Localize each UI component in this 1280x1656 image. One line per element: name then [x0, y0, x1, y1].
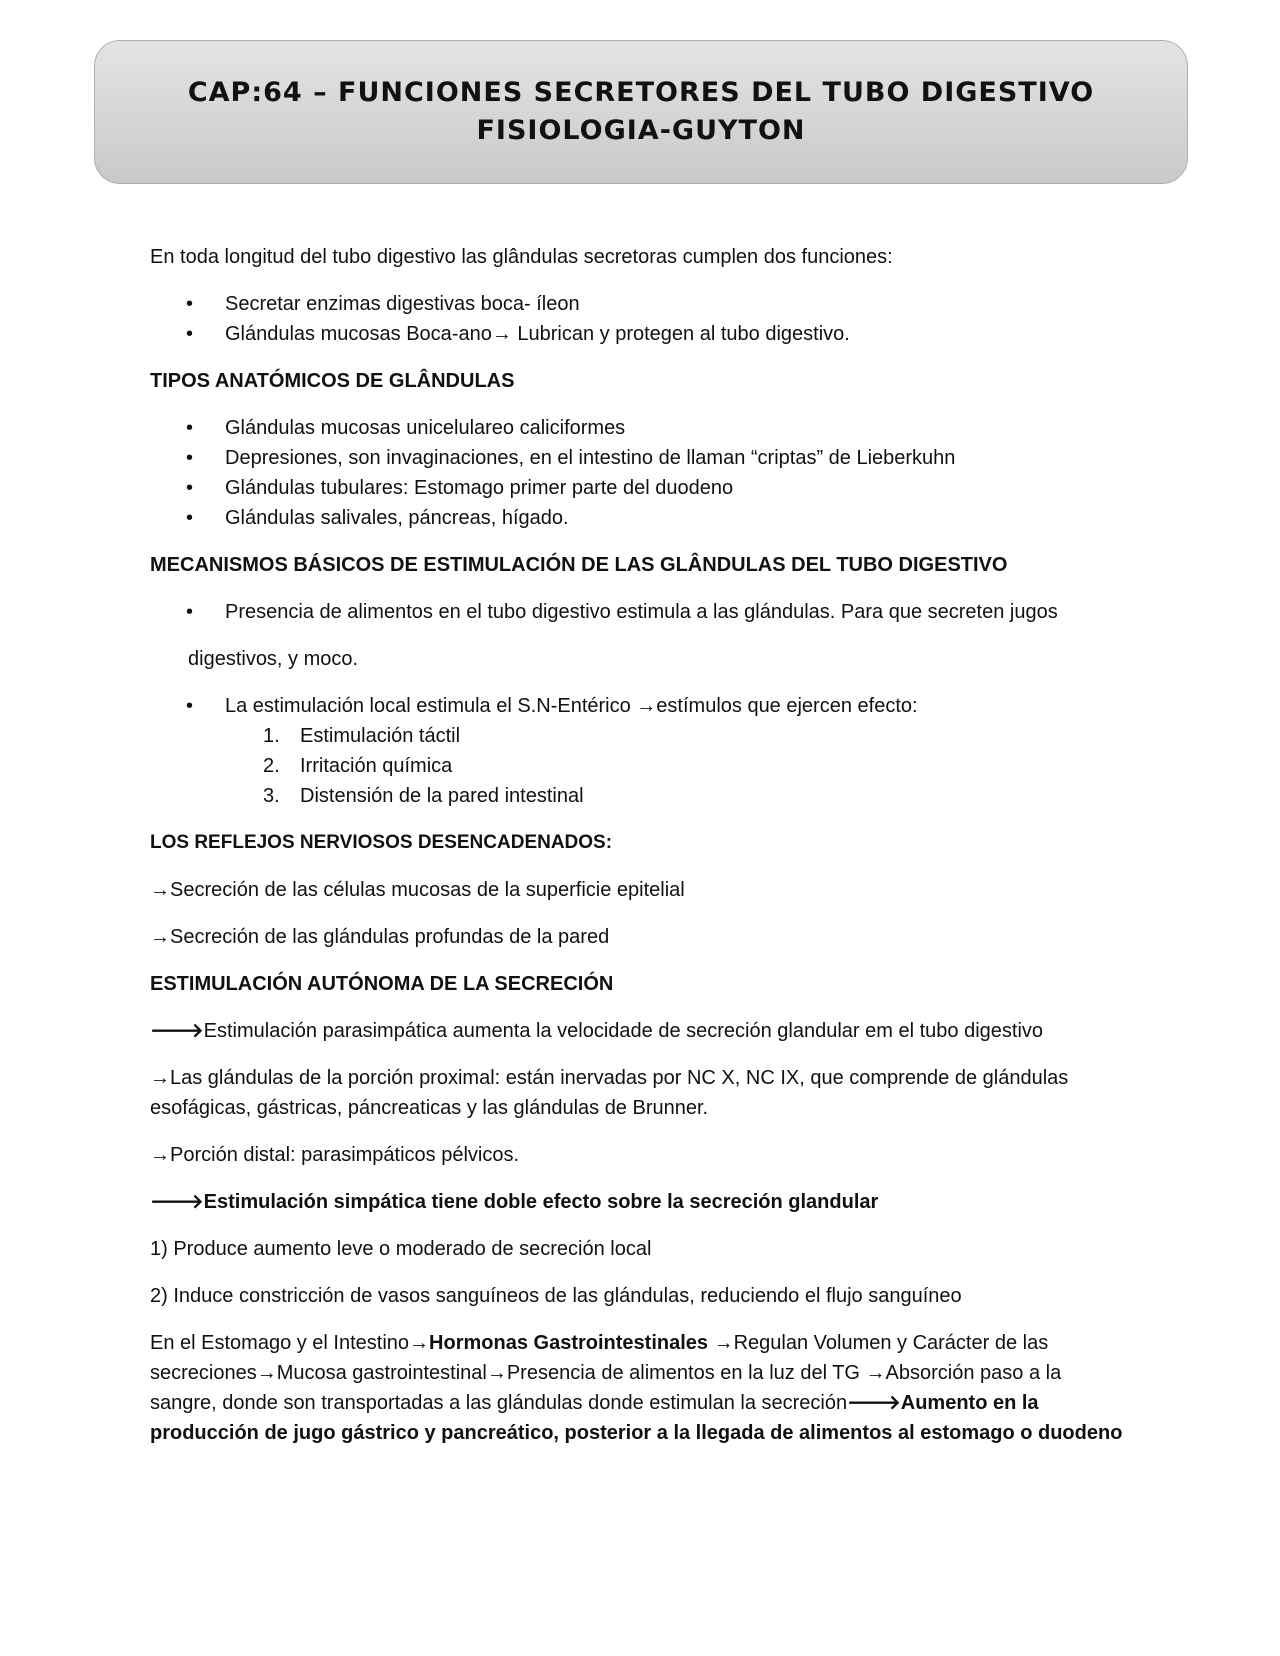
list-item: • Glándulas mucosas Boca-ano→ Lubrican y protegen al tubo digestivo.	[150, 319, 1130, 349]
document-title: CAP:64 – FUNCIONES SECRETORES DEL TUBO DIGESTIVO	[187, 77, 1095, 108]
title-box	[94, 40, 1188, 184]
paragraph: →Las glándulas de la porción proximal: están inervadas por NC X, NC IX, que comprende de glándulas esofágicas, gástricas, páncreaticas y las glándulas de Brunner.	[150, 1067, 1069, 1119]
tipos-list	[150, 413, 1130, 533]
arrow-icon: →	[409, 1332, 430, 1354]
list-item: • Glándulas salivales, páncreas, hígado.	[150, 503, 1130, 533]
section-heading-reflejos: LOS REFLEJOS NERVIOSOS DESENCADENADOS:	[150, 832, 613, 853]
effect-item: 2) Induce constricción de vasos sanguíneos de las glándulas, reduciendo el flujo sanguíneo	[150, 1285, 962, 1307]
list-item: • Presencia de alimentos en el tubo digestivo estimula a las glándulas. Para que secreten jugos	[150, 597, 1130, 627]
section-heading-autonoma: ESTIMULACIÓN AUTÓNOMA DE LA SECRECIÓN	[150, 973, 614, 995]
list-item-continuation: digestivos, y moco.	[188, 648, 359, 670]
intro-text: En toda longitud del tubo digestivo las glândulas secretoras cumplen dos funciones:	[150, 246, 893, 268]
section-heading-tipos: TIPOS ANATÓMICOS DE GLÂNDULAS	[150, 370, 515, 392]
effect-item: 1) Produce aumento leve o moderado de secreción local	[150, 1238, 652, 1260]
arrow-icon: →	[491, 323, 512, 345]
numbered-item: 3. Distensión de la pared intestinal	[263, 785, 584, 807]
arrow-icon: →	[150, 1144, 170, 1166]
arrow-icon: →	[486, 1362, 507, 1384]
arrow-icon: →	[636, 695, 657, 717]
numbered-item: 1. Estimulación táctil	[263, 725, 461, 747]
arrow-icon: →	[150, 879, 170, 901]
paragraph: →Porción distal: parasimpáticos pélvicos.	[150, 1144, 520, 1166]
final-paragraph: En el Estomago y el Intestino→Hormonas Gastrointestinales →Regulan Volumen y Carácter de las secreciones→Mucosa gastrointestinal→Presencia de alimentos en la luz del TG →Absorción paso a la sangre, donde son transportadas a las glándulas donde estimulan la secreción🡒Aumento en la producción de jugo gástrico y pancreático, posterior a la llegada de alimentos al estomago o duodeno	[150, 1332, 1123, 1444]
arrow-icon: 🡒	[150, 1020, 204, 1042]
list-item: • Depresiones, son invaginaciones, en el intestino de llaman “criptas” de Lieberkuhn	[150, 443, 1130, 473]
arrow-icon: →	[713, 1332, 734, 1354]
numbered-item: 2. Irritación química	[263, 755, 453, 777]
list-item: • Secretar enzimas digestivas boca- íleon	[150, 289, 1130, 319]
reflex-item: →Secreción de las glándulas profundas de la pared	[150, 926, 610, 948]
list-item: • La estimulación local estimula el S.N-Entérico →estímulos que ejercen efecto:	[150, 691, 1130, 721]
arrow-icon: →	[865, 1362, 886, 1384]
stimulus-list	[150, 721, 1130, 811]
document-subtitle: FISIOLOGIA-GUYTON	[476, 115, 806, 146]
arrow-icon: →	[150, 1067, 170, 1089]
paragraph-bold: 🡒Estimulación simpática tiene doble efecto sobre la secreción glandular	[150, 1191, 879, 1213]
mecanismos-list-1	[150, 597, 1130, 627]
paragraph: 🡒Estimulación parasimpática aumenta la velocidade de secreción glandular em el tubo digestivo	[150, 1020, 1044, 1042]
arrow-icon: 🡒	[847, 1392, 901, 1414]
mecanismos-list-2	[150, 691, 1130, 721]
arrow-icon: 🡒	[150, 1191, 204, 1213]
reflex-item: →Secreción de las células mucosas de la superficie epitelial	[150, 879, 685, 901]
arrow-icon: →	[256, 1362, 277, 1384]
arrow-icon: →	[150, 926, 170, 948]
list-item: • Glándulas mucosas unicelulareo caliciformes	[150, 413, 1130, 443]
intro-list	[150, 289, 1130, 349]
list-item: • Glándulas tubulares: Estomago primer parte del duodeno	[150, 473, 1130, 503]
section-heading-mecanismos: MECANISMOS BÁSICOS DE ESTIMULACIÓN DE LAS GLÂNDULAS DEL TUBO DIGESTIVO	[150, 554, 1008, 576]
document-body	[150, 242, 1130, 1465]
